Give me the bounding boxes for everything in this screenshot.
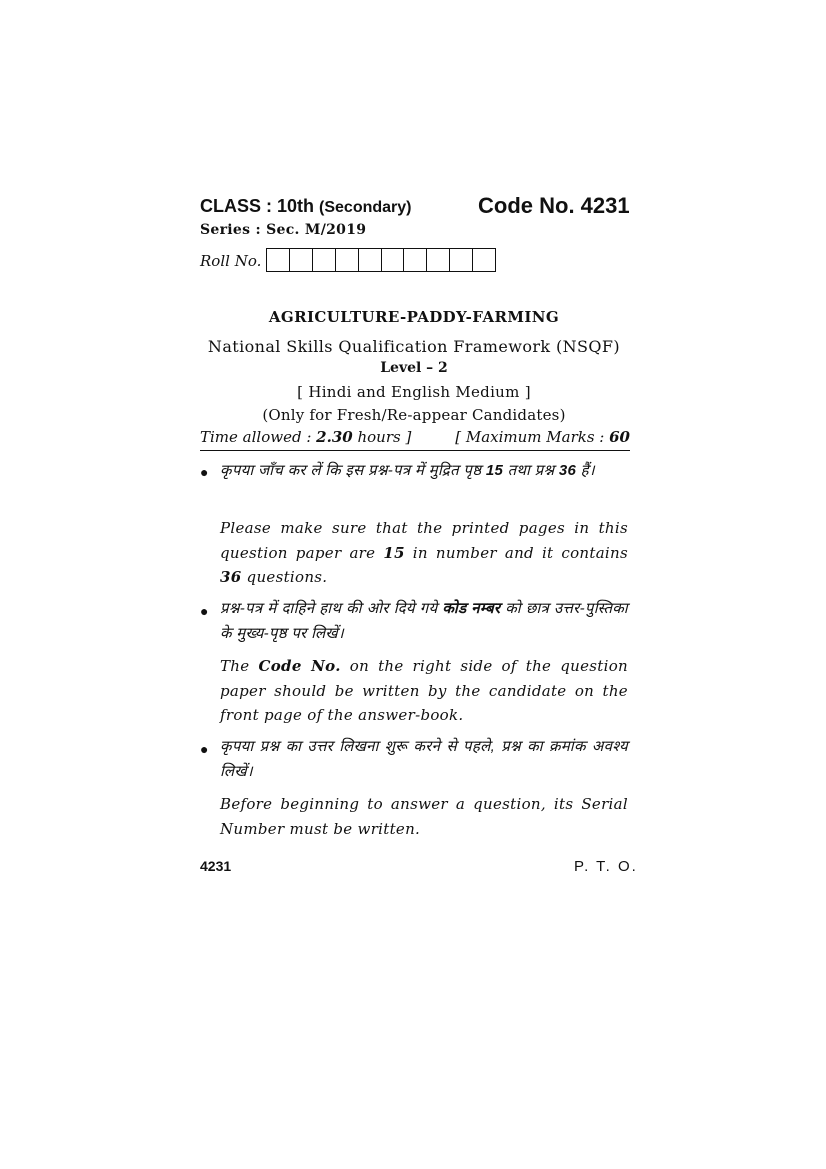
- class-label: CLASS : 10th: [200, 196, 315, 216]
- bullet-icon: ●: [200, 464, 209, 480]
- maximum-marks: [ Maximum Marks : 60: [455, 428, 630, 446]
- instruction-1-english: Please make sure that the printed pages in this question paper are 15 in number and it contains 36 questions.: [220, 519, 628, 586]
- bullet-icon: ●: [200, 603, 209, 619]
- roll-digit-box[interactable]: [450, 249, 473, 271]
- instruction-2-english: The Code No. on the right side of the question paper should be written by the candidate on the front page of the answer-book.: [220, 657, 628, 724]
- roll-digit-box[interactable]: [267, 249, 290, 271]
- level-label: Level – 2: [380, 360, 448, 376]
- roll-digit-box[interactable]: [359, 249, 382, 271]
- candidates-label: (Only for Fresh/Re-appear Candidates): [262, 406, 566, 424]
- roll-digit-box[interactable]: [336, 249, 359, 271]
- instruction-2-hindi: प्रश्न-पत्र में दाहिने हाथ की ओर दिये गये कोड नम्बर को छात्र उत्तर-पुस्तिका के मुख्य-पृष्ठ पर लिखें।: [220, 600, 628, 642]
- class-heading: [200, 196, 412, 217]
- please-turn-over: P. T. O.: [574, 858, 638, 875]
- roll-digit-box[interactable]: [290, 249, 313, 271]
- instruction-3-english: Before beginning to answer a question, its Serial Number must be written.: [220, 795, 628, 838]
- medium-label: [ Hindi and English Medium ]: [297, 383, 531, 401]
- roll-digit-box[interactable]: [427, 249, 450, 271]
- bullet-icon: ●: [200, 741, 209, 757]
- class-suffix: (Secondary): [319, 199, 412, 216]
- time-marks-row: [200, 428, 630, 451]
- roll-digit-box[interactable]: [473, 249, 495, 271]
- roll-digit-box[interactable]: [313, 249, 336, 271]
- roll-number-label: Roll No.: [200, 252, 262, 270]
- series-label: Series : Sec. M/2019: [200, 222, 367, 238]
- instruction-1-hindi: कृपया जाँच कर लें कि इस प्रश्न-पत्र में मुद्रित पृष्ठ 15 तथा प्रश्न 36 हैं।: [220, 462, 595, 479]
- footer-code: 4231: [200, 858, 232, 874]
- time-allowed: Time allowed : 2.30 hours ]: [200, 428, 412, 446]
- subject-title: AGRICULTURE-PADDY-FARMING: [268, 308, 560, 326]
- framework-title: National Skills Qualification Framework (NSQF): [207, 337, 621, 356]
- instruction-3-hindi: कृपया प्रश्न का उत्तर लिखना शुरू करने से पहले, प्रश्न का क्रमांक अवश्य लिखें।: [220, 738, 628, 780]
- code-number: Code No. 4231: [478, 193, 630, 218]
- roll-digit-box[interactable]: [382, 249, 405, 271]
- roll-digit-box[interactable]: [404, 249, 427, 271]
- roll-number-boxes[interactable]: [266, 248, 496, 272]
